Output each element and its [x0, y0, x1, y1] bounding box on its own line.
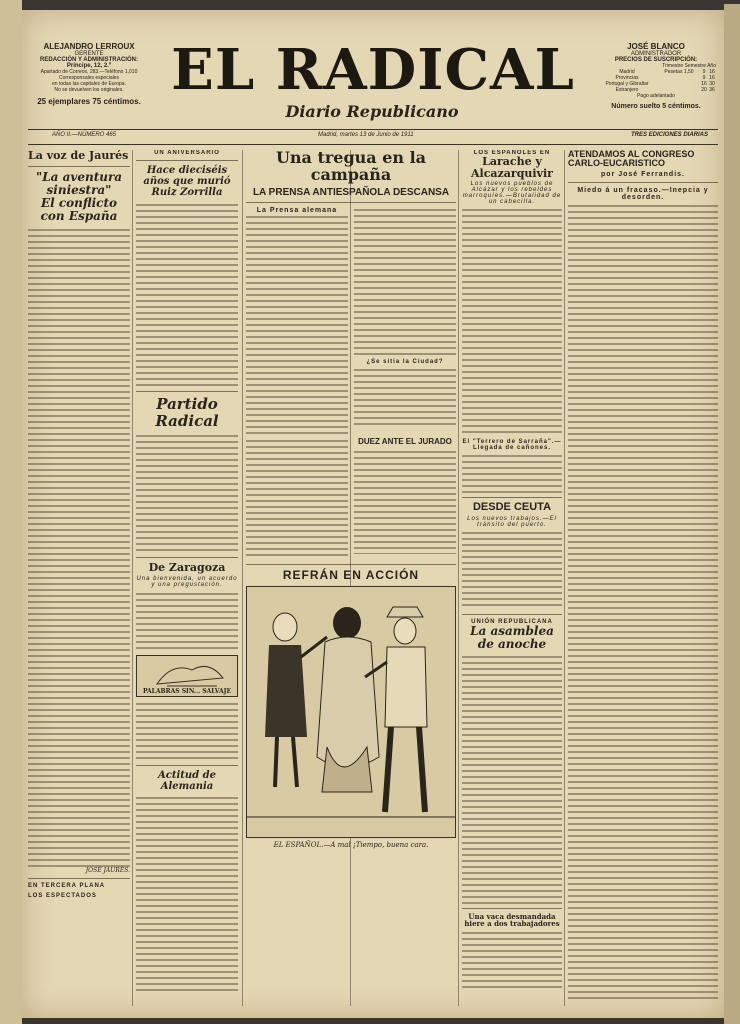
- main-right-body: [354, 207, 456, 357]
- col5-body: [462, 207, 562, 437]
- columns-3-4: [246, 150, 456, 1010]
- col1-kicker: La voz de Jaurés: [28, 150, 129, 162]
- col2-illustration-caption: PALABRAS SIN... SALVAJE: [142, 687, 232, 695]
- col5-section-body: [462, 530, 562, 610]
- col2-lower-body: [136, 701, 238, 761]
- col1-footer-1: EN TERCERA PLANA: [28, 883, 106, 890]
- rates-header: Trimestre Semestre Año: [662, 63, 716, 69]
- bulk-price: 25 ejemplares 75 céntimos.: [37, 97, 141, 106]
- col5-body-4: [462, 930, 562, 990]
- table-row: Extranjero 20 36: [615, 87, 715, 93]
- main-lower-right: [354, 438, 456, 558]
- single-copy-price: Número suelto 5 céntimos.: [611, 103, 701, 110]
- col5-sub-2: El "Terrero de Sarraña".—Llegada de cañones.: [462, 439, 562, 452]
- table-row: Portugal y Gibraltar 16 30: [605, 81, 715, 87]
- office-label: REDACCIÓN Y ADMINISTRACIÓN:: [40, 57, 138, 63]
- dateline: [28, 132, 718, 142]
- director-role: GERENTE: [74, 51, 104, 57]
- main-left-column: [246, 207, 348, 434]
- col5-sub-3: Una vaca desmandada hiere a dos trabajadores: [464, 912, 560, 929]
- col5-subhead: Los nuevos pueblos de Alcázar y los rebeldes marroquíes.—Brutalidad de un cabecilla.: [462, 181, 562, 206]
- editions-note: TRES EDICIONES DIARIAS: [630, 132, 708, 138]
- col2-bottom-title: Actitud de Alemania: [158, 769, 216, 792]
- right-page-edge: [724, 4, 740, 1024]
- payment-note: Pago adelantado: [637, 93, 675, 99]
- main-sub-1: La Prensa alemana: [256, 207, 338, 215]
- column-rule: [458, 150, 459, 1006]
- year-number: AÑO II.—NÚMERO 465: [52, 132, 117, 138]
- main-left-body: [246, 214, 348, 434]
- cartoon-caption: EL ESPAÑOL.—A mal ¡Tiempo, buena cara.: [273, 840, 429, 849]
- col2-bottom-body: [136, 795, 238, 995]
- column-6: [568, 150, 718, 1010]
- column-5: [462, 150, 562, 1010]
- table-row: Provincias 9 16: [615, 75, 715, 81]
- main-two-columns: [246, 207, 456, 434]
- main-sub-3: DUEZ ANTE EL JURADO: [358, 437, 452, 447]
- column-rule: [242, 150, 243, 1006]
- table-row: Madrid Pesetas 1,50 9 16: [619, 69, 715, 75]
- col5-section-sub: Los nuevos trabajos.—El tránsito del puerto.: [467, 515, 557, 528]
- masthead-rule-bottom: [28, 144, 718, 145]
- column-rule: [132, 150, 133, 1006]
- main-lower-left: [246, 438, 348, 558]
- col2-headline: Hace dieciséis años que murió Ruiz Zorrilla: [143, 165, 231, 198]
- director-name: ALEJANDRO LERROUX: [43, 42, 135, 51]
- admin-role: ADMINISTRADOR: [630, 51, 682, 57]
- col6-headline: ATENDAMOS AL CONGRESO CARLO-EUCARISTICO: [568, 150, 695, 169]
- main-headline: Una tregua en la campaña: [275, 150, 427, 184]
- col1-footer-2: LOS ESPECTADOS: [28, 893, 97, 900]
- main-right-body-2: [354, 367, 456, 427]
- main-sub-2: ¿Se sitia la Ciudad?: [366, 359, 444, 366]
- newspaper-subtitle: Diario Republicano: [285, 102, 459, 121]
- main-lower-row: [246, 438, 456, 558]
- col2-body: [136, 202, 238, 387]
- col1-headline: "La aventura siniestra" El conflicto con España: [35, 169, 123, 224]
- cartoon-drawing-icon: [247, 587, 455, 837]
- office-address: Príncipe, 12, 2.º: [66, 63, 112, 69]
- col5-kicker: LOS ESPAÑOLES EN: [473, 150, 551, 156]
- col2-section2-sub: Una bienvenida, un acuerdo y una pregustación.: [136, 575, 238, 588]
- rates-title: PRECIOS DE SUSCRIPCIÓN:: [614, 57, 698, 63]
- col6-body: [568, 203, 718, 1003]
- rates-table: [596, 69, 716, 93]
- issue-date: Madrid, martes 13 de Junio de 1911: [318, 132, 414, 138]
- col2-section-title: Partido Radical: [155, 395, 219, 430]
- col6-subhead: Miedo á un fracaso.—Inepcia y desorden.: [577, 186, 709, 201]
- col2-illustration: [136, 655, 238, 697]
- col5-section-title: DESDE CEUTA: [472, 501, 552, 514]
- cartoon-panel: [246, 586, 456, 838]
- masthead-left-box: [30, 42, 148, 106]
- col5-body-2: [462, 453, 562, 493]
- office-line-4: No se devuelven los originales.: [54, 87, 124, 93]
- main-lower-left-body: [246, 438, 348, 558]
- col1-signature: JOSÉ JAURÉS.: [85, 867, 130, 875]
- col6-author: por José Ferrandis.: [601, 170, 685, 178]
- col2-section2-body: [136, 591, 238, 651]
- col5-headline: Larache y Alcazarquivir: [471, 155, 553, 180]
- col5-body-3: [462, 654, 562, 904]
- column-2: [136, 150, 238, 1010]
- left-page-edge: [0, 0, 22, 1024]
- main-right-column: [354, 207, 456, 434]
- col5-headline-2: La asamblea de anoche: [470, 623, 554, 651]
- main-lower-right-body: [354, 449, 456, 554]
- newspaper-title: EL RADICAL: [171, 37, 575, 103]
- cartoon-title: REFRÁN EN ACCIÓN: [282, 568, 420, 583]
- office-line-1: Apartado de Correos, 283.—Teléfono 1,010: [40, 69, 138, 75]
- newspaper-page: [22, 10, 724, 1018]
- col2-kicker: UN ANIVERSARIO: [154, 150, 220, 156]
- masthead-right-box: [596, 42, 716, 110]
- admin-name: JOSÉ BLANCO: [627, 42, 685, 51]
- main-subhead: LA PRENSA ANTIESPAÑOLA DESCANSA: [252, 186, 450, 198]
- col2-section-body: [136, 433, 238, 553]
- column-1: [28, 150, 130, 1010]
- col1-body: [28, 227, 130, 867]
- col5-kicker-2: UNIÓN REPUBLICANA: [471, 618, 553, 625]
- col2-section2-title: De Zaragoza: [148, 561, 226, 574]
- masthead-rule-top: [28, 129, 718, 130]
- office-line-3: en todas las capitales de Europa.: [52, 81, 126, 87]
- column-rule: [564, 150, 565, 1006]
- office-line-2: Corresponsales especiales: [58, 75, 120, 81]
